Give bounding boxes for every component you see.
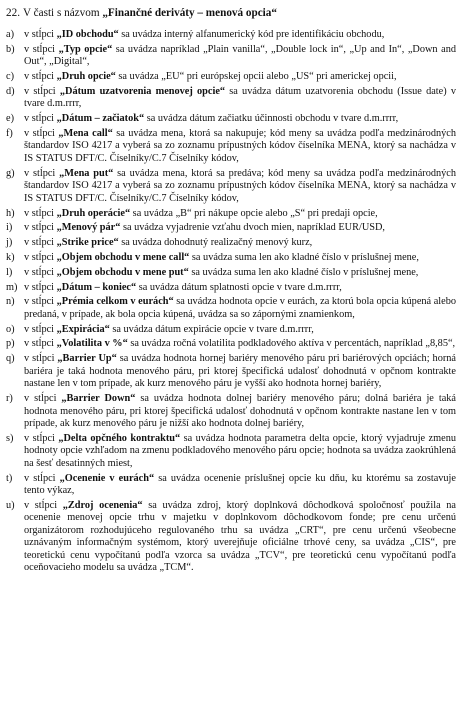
item-text	[24, 222, 456, 235]
item-marker: s)	[6, 432, 14, 444]
column-name: „Druh operácie“	[56, 207, 131, 219]
list-item	[6, 222, 456, 235]
item-prefix: v stĺpci	[24, 266, 57, 278]
item-prefix: v stĺpci	[24, 207, 57, 219]
item-marker: l)	[6, 266, 13, 278]
list-item	[6, 500, 456, 575]
column-name: „Dátum – začiatok“	[56, 113, 145, 125]
section-number: 22.	[6, 7, 20, 19]
section-prefix: V časti s názvom	[22, 7, 103, 19]
item-marker: q)	[6, 353, 15, 365]
item-text	[24, 71, 456, 84]
item-text	[24, 267, 456, 280]
item-prefix: v stĺpci	[24, 296, 57, 308]
item-description: sa uvádza vyjadrenie vzťahu dvoch mien, napríklad EUR/USD,	[120, 222, 385, 234]
item-marker: e)	[6, 113, 14, 125]
item-text	[24, 500, 456, 575]
item-text	[24, 353, 456, 391]
list-item	[6, 324, 456, 337]
item-marker: o)	[6, 323, 15, 335]
column-name: „Barrier Down“	[61, 393, 136, 405]
list-item	[6, 29, 456, 42]
item-prefix: v stĺpci	[24, 127, 59, 139]
column-name: „Dátum – koniec“	[56, 281, 137, 293]
item-description: sa uvádza ročná volatilita podkladového aktíva v percentách, napríklad „8,85“,	[127, 338, 456, 350]
item-text	[24, 252, 456, 265]
item-prefix: v stĺpci	[24, 393, 62, 405]
item-description: sa uvádza mena, ktorá sa predáva; kód meny sa uvádza podľa medzinárodných štandardov ISO 4217 a vyberá sa zo zoznamu prípustných kódov číselníka MENA, ktorý sa nachádza v IS STATUS DFT/C. Číselníky/C.7 Číselníky kódov,	[24, 167, 457, 204]
item-text	[24, 237, 456, 250]
list-item	[6, 168, 456, 206]
item-text	[24, 29, 456, 42]
column-name: „Ocenenie v eurách“	[59, 472, 155, 484]
item-prefix: v stĺpci	[24, 29, 57, 40]
item-prefix: v stĺpci	[24, 85, 60, 97]
item-description: sa uvádza hodnota parametra delta opcie, ktorý vyjadruje zmenu hodnoty opcie vzhľadom na zmenu podkladového menového páru opcie; hodnota sa uvádza zaokrúhlená na šesť desatinných miest,	[24, 432, 456, 469]
column-name: „Zdroj ocenenia“	[62, 499, 143, 511]
item-text	[24, 282, 456, 295]
column-name: „Druh opcie“	[56, 71, 116, 83]
item-description: sa uvádza suma len ako kladné číslo v príslušnej mene,	[188, 266, 419, 278]
list-item	[6, 473, 456, 498]
section-heading	[6, 6, 456, 21]
column-name: „Objem obchodu v mene put“	[56, 266, 189, 278]
item-prefix: v stĺpci	[24, 499, 63, 511]
column-name: „Strike price“	[56, 237, 119, 249]
item-prefix: v stĺpci	[24, 338, 57, 350]
item-description: sa uvádza napríklad „Plain vanilla“, „Double lock in“, „Up and In“, „Down and Out“, „Digital“,	[24, 43, 456, 68]
item-marker: j)	[6, 237, 13, 249]
column-name: „Dátum uzatvorenia menovej opcie“	[59, 85, 226, 97]
item-text	[24, 128, 456, 166]
item-description: sa uvádza dátum expirácie opcie v tvare d.m.rrrr,	[109, 323, 314, 335]
item-description: sa uvádza interný alfanumerický kód pre identifikáciu obchodu,	[118, 29, 385, 40]
item-text	[24, 44, 456, 69]
item-marker: u)	[6, 499, 15, 511]
list-item	[6, 338, 456, 351]
item-prefix: v stĺpci	[24, 251, 57, 263]
item-prefix: v stĺpci	[24, 237, 57, 249]
section-title: „Finančné deriváty – menová opcia“	[102, 7, 277, 19]
item-prefix: v stĺpci	[24, 472, 60, 484]
column-name: „Typ opcie“	[58, 43, 113, 55]
column-name: „Volatilita v %“	[56, 338, 128, 350]
item-marker: k)	[6, 251, 15, 263]
item-description: sa uvádza hodnota opcie v eurách, za ktorú bola opcia kúpená alebo predaná, v prípade, ak bola opcia kúpená, uvádza sa so zápornými znamienkom,	[24, 296, 456, 320]
column-name: „Expirácia“	[56, 323, 110, 335]
item-marker: h)	[6, 207, 15, 219]
item-text	[24, 473, 456, 498]
item-marker: i)	[6, 222, 13, 234]
item-description: sa uvádza hodnota dolnej bariéry menového páru; dolná bariéra je taká hodnota menového páru, pri ktorej špecifická udalosť dohodnutá v opčnom kontrakte nastane len v tom prípade, ak kurz menového páru je nižší ako hodnota dolnej bariéry,	[24, 393, 457, 430]
item-description: sa uvádza „EU“ pri európskej opcii alebo „US“ pri americkej opcii,	[115, 71, 397, 83]
item-prefix: v stĺpci	[24, 432, 59, 444]
column-name: „Barrier Up“	[57, 353, 117, 365]
list-item	[6, 296, 456, 321]
list-item	[6, 113, 456, 126]
list-item	[6, 282, 456, 295]
list-item	[6, 267, 456, 280]
item-text	[24, 338, 456, 351]
column-name: „Prémia celkom v eurách“	[56, 296, 174, 308]
list-item	[6, 86, 456, 111]
item-marker: a)	[6, 29, 14, 40]
item-description: sa uvádza dátum splatnosti opcie v tvare d.m.rrrr,	[136, 281, 342, 293]
item-prefix: v stĺpci	[24, 113, 57, 125]
item-description: sa uvádza dátum začiatku účinnosti obchodu v tvare d.m.rrrr,	[144, 113, 399, 125]
item-marker: r)	[6, 393, 13, 405]
item-marker: n)	[6, 296, 15, 308]
column-name: „Objem obchodu v mene call“	[56, 251, 190, 263]
item-description: sa uvádza suma len ako kladné číslo v príslušnej mene,	[189, 251, 419, 263]
column-name: „Mena put“	[59, 167, 114, 179]
item-description: sa uvádza zdroj, ktorý doplnková dôchodková spoločnosť použila na ocenenie menovej opcie trhu v majetku v doplnkovom dôchodkovom fonde; pre cenu určenú organizátorom rozhodujúceho regulovaného trhu sa uvádza „CRT“, pre cenu určenú všeobecne uznávaným informačným systémom, ktorý uverejňuje oficiálne trhové ceny, sa uvádza „CIS“, pre teoretickú cenu vypočítanú podľa vzorca sa uvádza „TCV“, pre teoretickú cenu vypočítanú podľa oceňovacieho modelu sa uvádza „TCM“.	[24, 499, 457, 574]
list-item	[6, 433, 456, 471]
list-item	[6, 208, 456, 221]
item-text	[24, 168, 456, 206]
item-marker: g)	[6, 167, 15, 179]
column-name: „Menový pár“	[56, 222, 121, 234]
list-item	[6, 237, 456, 250]
item-marker: m)	[6, 281, 18, 293]
item-text	[24, 324, 456, 337]
item-prefix: v stĺpci	[24, 323, 57, 335]
column-name: „Mena call“	[58, 127, 113, 139]
item-text	[24, 296, 456, 321]
item-marker: c)	[6, 71, 14, 83]
item-description: sa uvádza mena, ktorá sa nakupuje; kód meny sa uvádza podľa medzinárodných štandardov ISO 4217 a vyberá sa zo zoznamu prípustných kódov číselníka MENA, ktorý sa nachádza v IS STATUS DFT/C. Číselníky/C.7 Číselníky kódov,	[24, 127, 456, 164]
definition-list	[6, 29, 456, 575]
item-prefix: v stĺpci	[24, 71, 57, 83]
item-prefix: v stĺpci	[24, 353, 58, 365]
item-marker: p)	[6, 338, 15, 350]
item-prefix: v stĺpci	[24, 281, 57, 293]
list-item	[6, 353, 456, 391]
item-marker: b)	[6, 43, 15, 55]
list-item	[6, 44, 456, 69]
item-prefix: v stĺpci	[24, 43, 59, 55]
item-text	[24, 113, 456, 126]
item-text	[24, 393, 456, 431]
column-name: „ID obchodu“	[56, 29, 119, 40]
item-marker: d)	[6, 85, 15, 97]
item-marker: t)	[6, 472, 13, 484]
item-marker: f)	[6, 127, 13, 139]
item-text	[24, 208, 456, 221]
item-description: sa uvádza ocenenie príslušnej opcie ku dňu, ku ktorému sa zostavuje tento výkaz,	[24, 472, 456, 497]
item-prefix: v stĺpci	[24, 222, 57, 234]
list-item	[6, 252, 456, 265]
item-text	[24, 86, 456, 111]
item-description: sa uvádza dátum uzatvorenia obchodu (Issue date) v tvare d.m.rrrr,	[24, 85, 457, 110]
column-name: „Delta opčného kontraktu“	[58, 432, 181, 444]
list-item	[6, 128, 456, 166]
item-text	[24, 433, 456, 471]
item-description: sa uvádza „B“ pri nákupe opcie alebo „S“ pri predaji opcie,	[130, 207, 378, 219]
list-item	[6, 71, 456, 84]
item-description: sa uvádza dohodnutý realizačný menový kurz,	[118, 237, 313, 249]
item-prefix: v stĺpci	[24, 167, 60, 179]
list-item	[6, 393, 456, 431]
item-description: sa uvádza hodnota hornej bariéry menového páru pri bariérových opciách; horná bariéra je taká hodnota menového páru, pri ktorej špecifická udalosť dohodnutá v opčnom kontrakte nastane len v tom prípade, ak kurz menového páru je vyšší ako hodnota hornej bariéry,	[24, 353, 456, 390]
